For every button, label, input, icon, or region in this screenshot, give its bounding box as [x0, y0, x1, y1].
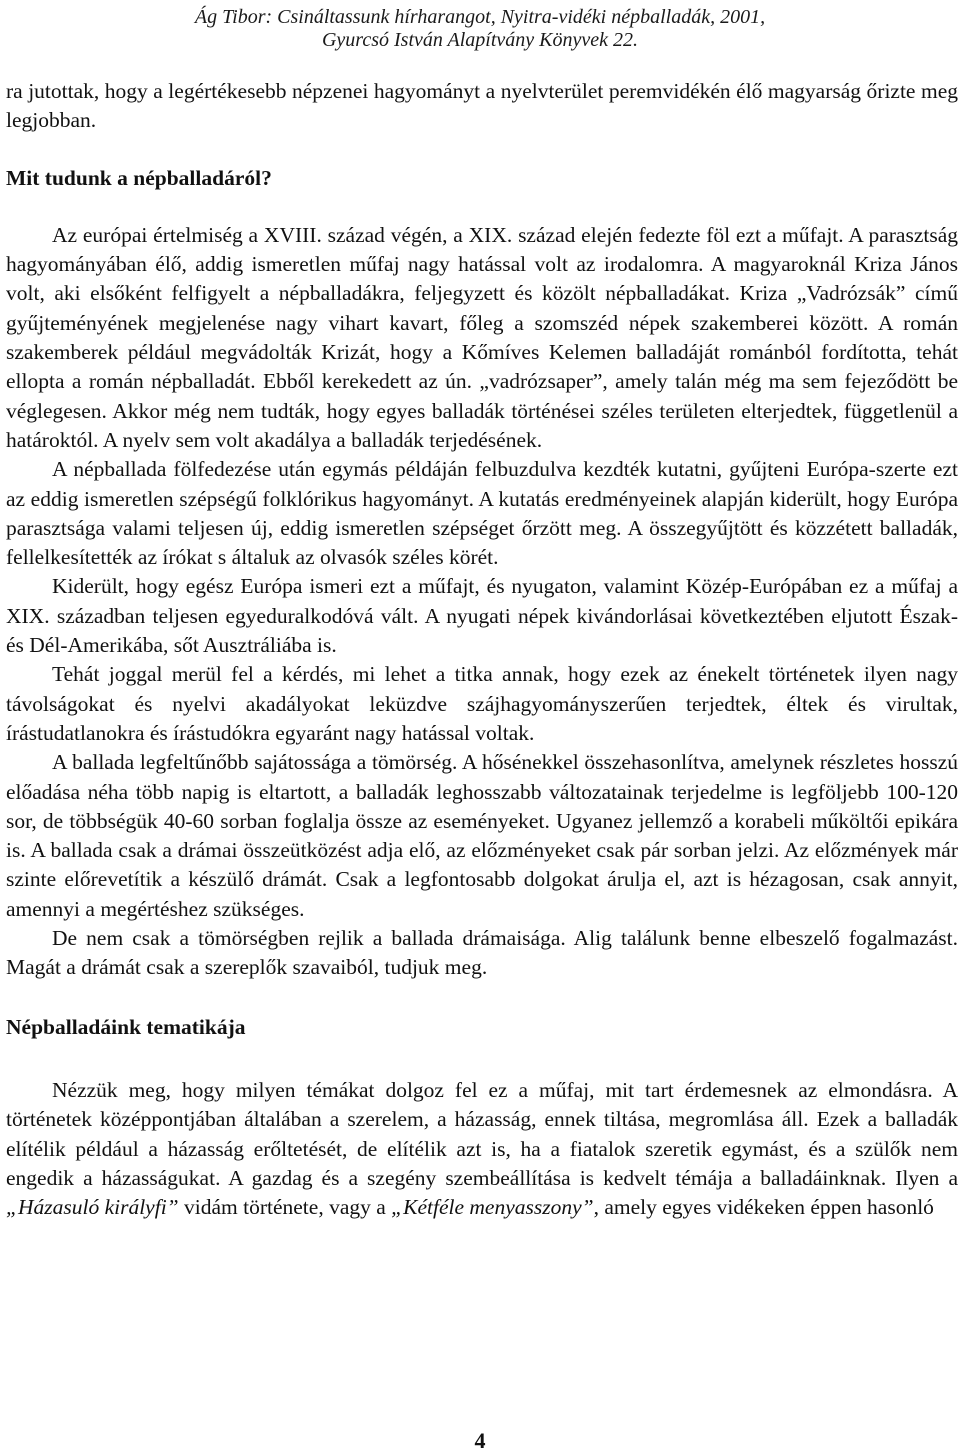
header-line-1: Ág Tibor: Csináltassunk hírharangot, Nyitra-vidéki népballadák, 2001,: [194, 6, 766, 28]
section-heading-tematika: Népballadáink tematikája: [6, 1014, 246, 1039]
paragraph: [6, 1076, 958, 1222]
header-line-2: Gyurcsó István Alapítvány Könyvek 22.: [321, 29, 639, 51]
paragraph: Az európai értelmiség a XVIII. század végén, a XIX. század elején fedezte föl ezt a műfajt. A parasztság hagyományában élő, addig ismeretlen műfaj nagy hatással volt az irodalomra. A magyaroknál Kriza János volt, aki elsőként felfigyelt a népballadákra, feljegyzett és közölt népballadákat. Kriza „Vadrózsák” című gyűjteményének megjelenése nagy vihart kavart, főleg a szomszéd népek szakemberei között. A román szakemberek például megvádolták Krizát, hogy a Kőmíves Kelemen balladáját románból fordította, tehát ellopta a román népballadát. Ebből kerekedett az ún. „vadrózsaper”, amely talán még ma sem fejeződött be véglegesen. Akkor még nem tudták, hogy egyes balladák történései széles területen elterjedtek, függetlenül a határoktól. A nyelv sem volt akadálya a balladák terjedésének.: [6, 222, 958, 452]
page-body: [6, 77, 958, 1222]
paragraph: De nem csak a tömörségben rejlik a ballada drámaisága. Alig találunk benne elbeszelő fogalmazást. Magát a drámát csak a szereplők szavaiból, tudjuk meg.: [6, 926, 958, 980]
section-heading-nepballada: Mit tudunk a népballadáról?: [6, 165, 272, 190]
running-header: [0, 6, 960, 52]
ballad-title-ketfele-menyasszony: „Kétféle menyasszony”: [391, 1195, 594, 1220]
paragraph-text: vidám története, vagy a: [178, 1195, 392, 1220]
ballad-title-hazasulo-kiralyfi: „Házasuló királyfi”: [6, 1195, 179, 1220]
paragraph: A ballada legfeltűnőbb sajátossága a tömörség. A hősénekkel összehasonlítva, amelynek részletes hosszú előadása néha több napig is eltartott, a balladák leghosszabb változatainak terjedelme is legföljebb 100-120 sor, de többségük 40-60 sorban foglalja össze az eseményeket. Ugyanez jellemző a korabeli műköltői epikára is. A ballada csak a drámai összeütközést adja elő, az előzményeket csak pár sorban jelzi. Az előzmények már szinte előrevetítik a készülő drámát. Csak a legfontosabb dolgokat árulja el, azt is hézagosan, csak annyit, amennyi a megértéshez szükséges.: [6, 750, 958, 921]
paragraph-text: , amely egyes vidékeken éppen hasonló: [593, 1195, 934, 1220]
page-number: 4: [474, 1428, 486, 1453]
paragraph-continuation: ra jutottak, hogy a legértékesebb népzenei hagyományt a nyelvterület peremvidékén élő magyarság őrizte meg legjobban.: [6, 79, 958, 133]
paragraph: A népballada fölfedezése után egymás példáján felbuzdulva kezdték kutatni, gyűjteni Európa-szerte ezt az eddig ismeretlen szépségű folklórikus hagyományt. A kutatás eredményeinek alapján kiderült, hogy Európa parasztsága valami teljesen új, eddig ismeretlen szépséget őrzött meg. A összegyűjtött és közzétett balladák, fellelkesítették az írókat s általuk az olvasók széles körét.: [6, 457, 958, 570]
paragraph: Kiderült, hogy egész Európa ismeri ezt a műfajt, és nyugaton, valamint Közép-Európában ez a műfaj a XIX. században teljesen egyeduralkodóvá vált. A nyugati népek kivándorlásai következtében eljutott Észak- és Dél-Amerikába, sőt Ausztráliába is.: [6, 574, 958, 658]
paragraph: Tehát joggal merül fel a kérdés, mi lehet a titka annak, hogy ezek az énekelt történetek ilyen nagy távolságokat és nyelvi akadályokat leküzdve szájhagyományszerűen terjedtek, éltek és virultak, írástudatlanokra és írástudókra egyaránt nagy hatással voltak.: [6, 662, 958, 745]
paragraph-text: Nézzük meg, hogy milyen témákat dolgoz fel ez a műfaj, mit tart érdemesnek az elmondásra. A történetek középpontjában általában a szerelem, a házasság, ennek tiltása, megromlása áll. Ezek a balladák elítélik például a házasság erőltetését, de elítélik azt is, ha a fiatalok szeretik egymást, és a szülők nem engedik a házasságukat. A gazdag és a szegény szembeállítása is kedvelt témája a balladáinknak. Ilyen a: [6, 1077, 958, 1190]
